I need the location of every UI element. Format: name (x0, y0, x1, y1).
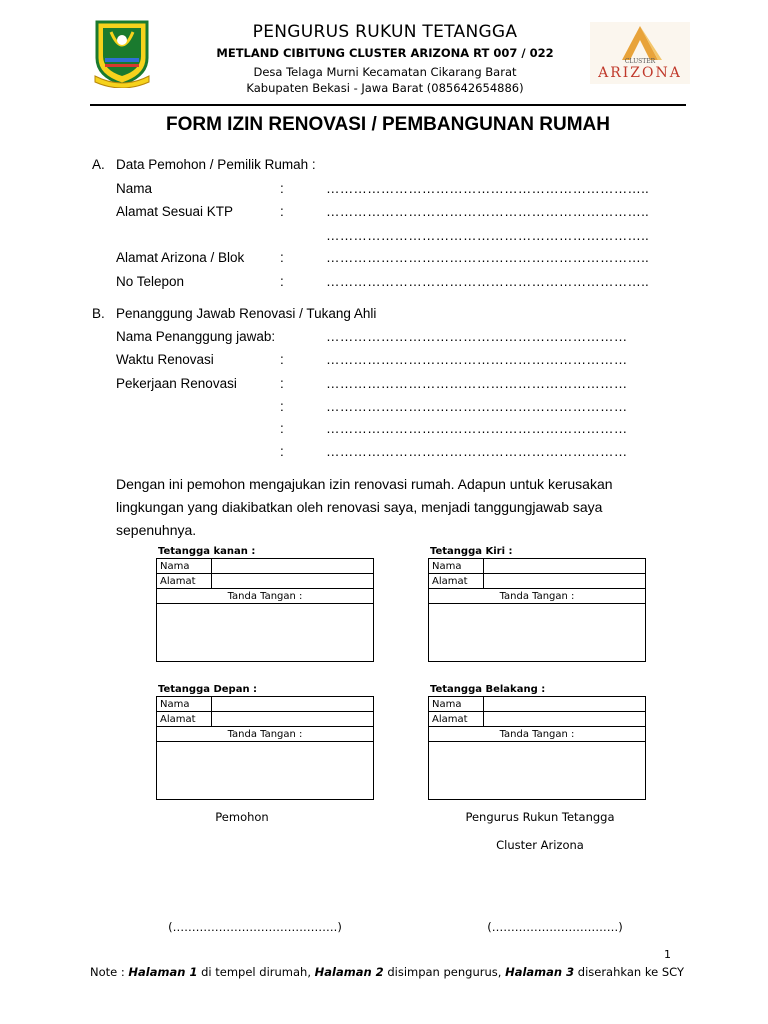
fill-line-pekerjaan-4[interactable]: ………………………………………………………… (326, 444, 628, 459)
note-page-2: Halaman 2 (314, 965, 384, 979)
neighbor-right-signature-box[interactable] (157, 604, 374, 662)
colon: : (280, 181, 284, 196)
alamat-label: Alamat (157, 574, 212, 589)
label-nama-penanggung: Nama Penanggung jawab: (116, 329, 276, 344)
alamat-label: Alamat (157, 712, 212, 727)
neighbor-right-title: Tetangga kanan : (158, 546, 256, 557)
fill-line-pekerjaan-1[interactable]: ………………………………………………………… (326, 376, 628, 391)
pyramid-logo-icon (590, 22, 690, 62)
neighbor-left-alamat-field[interactable] (484, 574, 646, 589)
address-line-2: Kabupaten Bekasi - Jawa Barat (085642654886) (246, 81, 524, 95)
signature-pengurus-label: Pengurus Rukun Tetangga (465, 810, 615, 824)
colon: : (280, 352, 284, 367)
nama-label: Nama (157, 559, 212, 574)
page-number: 1 (664, 948, 671, 961)
section-b-heading: Penanggung Jawab Renovasi / Tukang Ahli (116, 306, 377, 321)
fill-line-nama[interactable]: …………………………………………………………….. (326, 181, 650, 196)
neighbor-left-signature-box[interactable] (429, 604, 646, 662)
logo-big-text: ARIZONA (598, 65, 682, 81)
fill-line-alamat-arizona[interactable]: …………………………………………………………….. (326, 250, 650, 265)
signature-pemohon-label: Pemohon (215, 810, 269, 824)
fill-line-no-telepon[interactable]: …………………………………………………………….. (326, 274, 650, 289)
neighbor-front-table (156, 696, 374, 800)
neighbor-front-nama-field[interactable] (212, 697, 374, 712)
signature-label: Tanda Tangan : (429, 727, 646, 742)
alamat-label: Alamat (429, 574, 484, 589)
note-text-2: disimpan pengurus, (383, 965, 506, 979)
neighbor-right-alamat-field[interactable] (212, 574, 374, 589)
label-nama: Nama (116, 181, 153, 196)
section-b-marker: B. (92, 306, 105, 321)
neighbor-back-title: Tetangga Belakang : (430, 684, 546, 695)
fill-line-pekerjaan-3[interactable]: ………………………………………………………… (326, 421, 628, 436)
note-text-3: diserahkan ke SCY (574, 965, 684, 979)
neighbor-right-table (156, 558, 374, 662)
cluster-name: METLAND CIBITUNG CLUSTER ARIZONA RT 007 / 022 (216, 46, 554, 60)
colon: : (280, 444, 284, 459)
nama-label: Nama (157, 697, 212, 712)
nama-label: Nama (429, 697, 484, 712)
neighbor-back-nama-field[interactable] (484, 697, 646, 712)
header-rule (90, 104, 686, 106)
colon: : (280, 204, 284, 219)
neighbor-right-nama-field[interactable] (212, 559, 374, 574)
neighbor-back-table (428, 696, 646, 800)
neighbor-back-signature-box[interactable] (429, 742, 646, 800)
fill-line-nama-penanggung[interactable]: ………………………………………………………… (326, 329, 628, 344)
colon: : (280, 376, 284, 391)
note-prefix: Note : (90, 965, 129, 979)
org-name: PENGURUS RUKUN TETANGGA (252, 22, 518, 42)
label-alamat-ktp: Alamat Sesuai KTP (116, 204, 234, 219)
fill-line-pekerjaan-2[interactable]: ………………………………………………………… (326, 399, 628, 414)
cluster-arizona-logo (590, 22, 690, 84)
fill-line-waktu-renovasi[interactable]: ………………………………………………………… (326, 352, 628, 367)
signature-label: Tanda Tangan : (157, 589, 374, 604)
neighbor-front-alamat-field[interactable] (212, 712, 374, 727)
neighbor-left-nama-field[interactable] (484, 559, 646, 574)
colon: : (280, 250, 284, 265)
logo-small-text: CLUSTER (624, 58, 656, 65)
neighbor-left-table (428, 558, 646, 662)
fill-line-alamat-ktp-2[interactable]: …………………………………………………………….. (326, 228, 650, 243)
fill-line-alamat-ktp[interactable]: …………………………………………………………….. (326, 204, 650, 219)
label-pekerjaan-renovasi: Pekerjaan Renovasi (116, 376, 237, 391)
neighbor-left-title: Tetangga Kiri : (430, 546, 513, 557)
nama-label: Nama (429, 559, 484, 574)
page-title: FORM IZIN RENOVASI / PEMBANGUNAN RUMAH (165, 114, 611, 135)
section-a-marker: A. (92, 157, 105, 172)
neighbor-front-signature-box[interactable] (157, 742, 374, 800)
section-a-heading: Data Pemohon / Pemilik Rumah : (116, 157, 316, 172)
note-page-3: Halaman 3 (505, 965, 575, 979)
signature-line-pengurus[interactable]: (……………………………) (487, 920, 623, 934)
note-page-1: Halaman 1 (128, 965, 198, 979)
signature-label: Tanda Tangan : (429, 589, 646, 604)
kabupaten-bekasi-emblem (93, 18, 151, 88)
alamat-label: Alamat (429, 712, 484, 727)
signature-cluster-label: Cluster Arizona (496, 838, 584, 852)
label-alamat-arizona: Alamat Arizona / Blok (116, 250, 245, 265)
label-no-telepon: No Telepon (116, 274, 185, 289)
statement-paragraph: Dengan ini pemohon mengajukan izin renovasi rumah. Adapun untuk kerusakan lingkungan yang diakibatkan oleh renovasi saya, menjadi tanggungjawab saya sepenuhnya. (116, 476, 613, 538)
signature-line-pemohon[interactable]: (…………………………………….) (168, 920, 342, 934)
footer-note (90, 965, 710, 979)
signature-label: Tanda Tangan : (157, 727, 374, 742)
address-line-1: Desa Telaga Murni Kecamatan Cikarang Barat (253, 65, 517, 79)
note-text-1: di tempel dirumah, (197, 965, 315, 979)
label-waktu-renovasi: Waktu Renovasi (116, 352, 214, 367)
neighbor-front-title: Tetangga Depan : (158, 684, 258, 695)
colon: : (280, 399, 284, 414)
colon: : (280, 421, 284, 436)
colon: : (280, 274, 284, 289)
neighbor-back-alamat-field[interactable] (484, 712, 646, 727)
